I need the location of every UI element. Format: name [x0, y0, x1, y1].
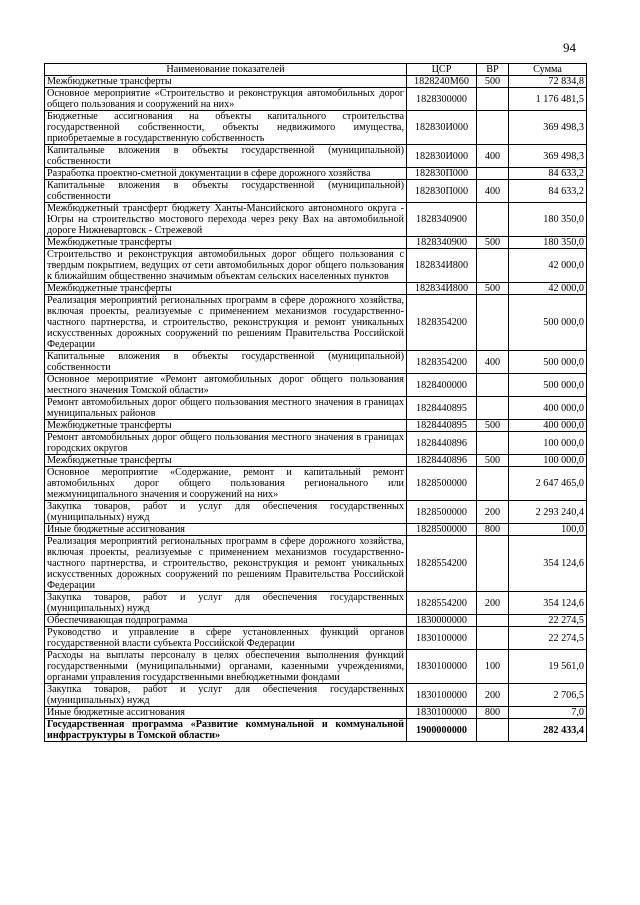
row-code: 1828440895	[407, 420, 477, 432]
row-vr	[477, 295, 509, 351]
row-code: 1900000000	[407, 719, 477, 742]
row-code: 1830100000	[407, 650, 477, 684]
row-vr: 200	[477, 592, 509, 615]
row-vr	[477, 111, 509, 145]
table-row	[45, 719, 587, 742]
row-name: Государственная программа «Развитие коммунальной и коммунальной инфраструктуры в Томской области»	[45, 719, 407, 742]
row-vr: 500	[477, 455, 509, 467]
row-vr	[477, 615, 509, 627]
table-row	[45, 76, 587, 88]
row-sum: 84 633,2	[509, 168, 587, 180]
table-row	[45, 168, 587, 180]
row-name: Строительство и реконструкция автомобильных дорог общего пользования с твердым покрытием, ведущих от сети автомобильных дорог общего пользования к ближайшим общественно значимым объектам сельских населенных пунктов	[45, 249, 407, 283]
header-name: Наименование показателей	[45, 64, 407, 76]
row-code: 1828554200	[407, 592, 477, 615]
row-sum: 42 000,0	[509, 283, 587, 295]
header-sum: Сумма	[509, 64, 587, 76]
row-code: 1828554200	[407, 536, 477, 592]
row-vr: 400	[477, 351, 509, 374]
row-sum: 2 647 465,0	[509, 467, 587, 501]
table-row	[45, 650, 587, 684]
row-name: Капитальные вложения в объекты государственной (муниципальной) собственности	[45, 145, 407, 168]
row-sum: 2 293 240,4	[509, 501, 587, 524]
table-row	[45, 707, 587, 719]
table-row	[45, 203, 587, 237]
row-vr	[477, 397, 509, 420]
row-name: Межбюджетный трансферт бюджету Ханты-Мансийского автономного округа - Югры на строительство мостового перехода через реку Вах на автомобильной дороге Нижневартовск - Стрежевой	[45, 203, 407, 237]
page-number: 94	[563, 40, 576, 55]
table-row	[45, 237, 587, 249]
table-row	[45, 374, 587, 397]
row-name: Руководство и управление в сфере установленных функций органов государственной власти субъекта Российской Федерации	[45, 627, 407, 650]
row-sum: 354 124,6	[509, 592, 587, 615]
row-name: Основное мероприятие «Строительство и реконструкция автомобильных дорог общего пользования и сооружений на них»	[45, 88, 407, 111]
table-row	[45, 249, 587, 283]
row-sum: 400 000,0	[509, 397, 587, 420]
row-sum: 369 498,3	[509, 145, 587, 168]
row-vr	[477, 719, 509, 742]
row-sum: 22 274,5	[509, 627, 587, 650]
row-name: Основное мероприятие «Ремонт автомобильных дорог общего пользования местного значения Томской области»	[45, 374, 407, 397]
table-row	[45, 615, 587, 627]
header-code: ЦСР	[407, 64, 477, 76]
table-row	[45, 536, 587, 592]
row-sum: 500 000,0	[509, 351, 587, 374]
table-row	[45, 351, 587, 374]
row-sum: 7,0	[509, 707, 587, 719]
row-name: Закупка товаров, работ и услуг для обеспечения государственных (муниципальных) нужд	[45, 592, 407, 615]
row-code: 182834И800	[407, 249, 477, 283]
table-row	[45, 420, 587, 432]
row-name: Бюджетные ассигнования на объекты капитального строительства государственной собственности, объекты недвижимого имущества, приобретаемые в государственную собственность	[45, 111, 407, 145]
row-sum: 100 000,0	[509, 455, 587, 467]
row-vr: 500	[477, 237, 509, 249]
row-vr	[477, 203, 509, 237]
row-name: Ремонт автомобильных дорог общего пользования местного значения в границах муниципальных районов	[45, 397, 407, 420]
row-sum: 1 176 481,5	[509, 88, 587, 111]
table-row	[45, 397, 587, 420]
row-vr	[477, 432, 509, 455]
row-code: 182830П000	[407, 168, 477, 180]
row-name: Расходы на выплаты персоналу в целях обеспечения выполнения функций государственными (муниципальными) органами, казенными учреждениями, органами управления государственными внебюджетными фондами	[45, 650, 407, 684]
row-code: 1828440895	[407, 397, 477, 420]
row-sum: 100 000,0	[509, 432, 587, 455]
row-vr: 100	[477, 650, 509, 684]
row-vr: 800	[477, 524, 509, 536]
table-row	[45, 467, 587, 501]
table-row	[45, 627, 587, 650]
row-vr: 800	[477, 707, 509, 719]
row-code: 1828440896	[407, 455, 477, 467]
row-name: Межбюджетные трансферты	[45, 455, 407, 467]
row-code: 1828340900	[407, 237, 477, 249]
row-vr	[477, 467, 509, 501]
table-row	[45, 180, 587, 203]
row-name: Закупка товаров, работ и услуг для обеспечения государственных (муниципальных) нужд	[45, 684, 407, 707]
row-code: 182830И000	[407, 145, 477, 168]
row-sum: 180 350,0	[509, 203, 587, 237]
table-row	[45, 88, 587, 111]
row-code: 1828354200	[407, 351, 477, 374]
row-name: Реализация мероприятий региональных программ в сфере дорожного хозяйства, включая проекты, реализуемые с применением механизмов государственно-частного партнерства, и строительство, реконструкция и ремонт уникальных искусственных дорожных сооружений по решениям Правительства Российской Федерации	[45, 536, 407, 592]
row-code: 1828440896	[407, 432, 477, 455]
row-name: Ремонт автомобильных дорог общего пользования местного значения в границах городских округов	[45, 432, 407, 455]
row-sum: 500 000,0	[509, 374, 587, 397]
table-row	[45, 684, 587, 707]
row-vr: 200	[477, 684, 509, 707]
row-code: 1828300000	[407, 88, 477, 111]
row-vr	[477, 627, 509, 650]
table-row	[45, 592, 587, 615]
row-code: 1830100000	[407, 684, 477, 707]
row-vr	[477, 374, 509, 397]
row-sum: 500 000,0	[509, 295, 587, 351]
row-sum: 19 561,0	[509, 650, 587, 684]
row-code: 1830100000	[407, 627, 477, 650]
table-row	[45, 432, 587, 455]
row-code: 1828500000	[407, 524, 477, 536]
table-row	[45, 524, 587, 536]
row-name: Основное мероприятие «Содержание, ремонт и капитальный ремонт автомобильных дорог общего пользования регионального или межмуниципального значения и сооружений на них»	[45, 467, 407, 501]
row-vr: 500	[477, 283, 509, 295]
table-row	[45, 455, 587, 467]
row-sum: 72 834,8	[509, 76, 587, 88]
row-vr	[477, 168, 509, 180]
row-vr: 500	[477, 76, 509, 88]
row-name: Межбюджетные трансферты	[45, 237, 407, 249]
row-vr: 400	[477, 180, 509, 203]
row-code: 182830И000	[407, 111, 477, 145]
row-name: Межбюджетные трансферты	[45, 76, 407, 88]
row-name: Разработка проектно-сметной документации в сфере дорожного хозяйства	[45, 168, 407, 180]
table-row	[45, 111, 587, 145]
row-vr: 500	[477, 420, 509, 432]
row-sum: 84 633,2	[509, 180, 587, 203]
table-row	[45, 145, 587, 168]
row-name: Межбюджетные трансферты	[45, 420, 407, 432]
row-sum: 42 000,0	[509, 249, 587, 283]
row-sum: 400 000,0	[509, 420, 587, 432]
row-sum: 180 350,0	[509, 237, 587, 249]
row-sum: 22 274,5	[509, 615, 587, 627]
row-vr: 400	[477, 145, 509, 168]
row-code: 1828400000	[407, 374, 477, 397]
table-row	[45, 501, 587, 524]
row-sum: 100,0	[509, 524, 587, 536]
row-sum: 354 124,6	[509, 536, 587, 592]
row-code: 1830100000	[407, 707, 477, 719]
row-vr	[477, 536, 509, 592]
row-name: Реализация мероприятий региональных программ в сфере дорожного хозяйства, включая проекты, реализуемые с применением механизмов государственно-частного партнерства, и строительство, реконструкция и ремонт уникальных искусственных дорожных сооружений по решениям Правительства Российской Федерации	[45, 295, 407, 351]
row-sum: 282 433,4	[509, 719, 587, 742]
row-name: Капитальные вложения в объекты государственной (муниципальной) собственности	[45, 351, 407, 374]
table-header-row	[45, 64, 587, 76]
row-code: 1828340900	[407, 203, 477, 237]
row-code: 1828500000	[407, 501, 477, 524]
table-row	[45, 295, 587, 351]
row-code: 1828240М60	[407, 76, 477, 88]
row-sum: 369 498,3	[509, 111, 587, 145]
row-name: Обеспечивающая подпрограмма	[45, 615, 407, 627]
row-name: Иные бюджетные ассигнования	[45, 707, 407, 719]
row-code: 1828500000	[407, 467, 477, 501]
row-sum: 2 706,5	[509, 684, 587, 707]
row-vr	[477, 249, 509, 283]
row-vr: 200	[477, 501, 509, 524]
table-row	[45, 283, 587, 295]
header-vr: ВР	[477, 64, 509, 76]
row-code: 1830000000	[407, 615, 477, 627]
budget-table	[44, 63, 587, 742]
row-name: Капитальные вложения в объекты государственной (муниципальной) собственности	[45, 180, 407, 203]
row-name: Межбюджетные трансферты	[45, 283, 407, 295]
row-code: 1828354200	[407, 295, 477, 351]
row-name: Закупка товаров, работ и услуг для обеспечения государственных (муниципальных) нужд	[45, 501, 407, 524]
row-code: 182830П000	[407, 180, 477, 203]
row-code: 182834И800	[407, 283, 477, 295]
row-name: Иные бюджетные ассигнования	[45, 524, 407, 536]
row-vr	[477, 88, 509, 111]
